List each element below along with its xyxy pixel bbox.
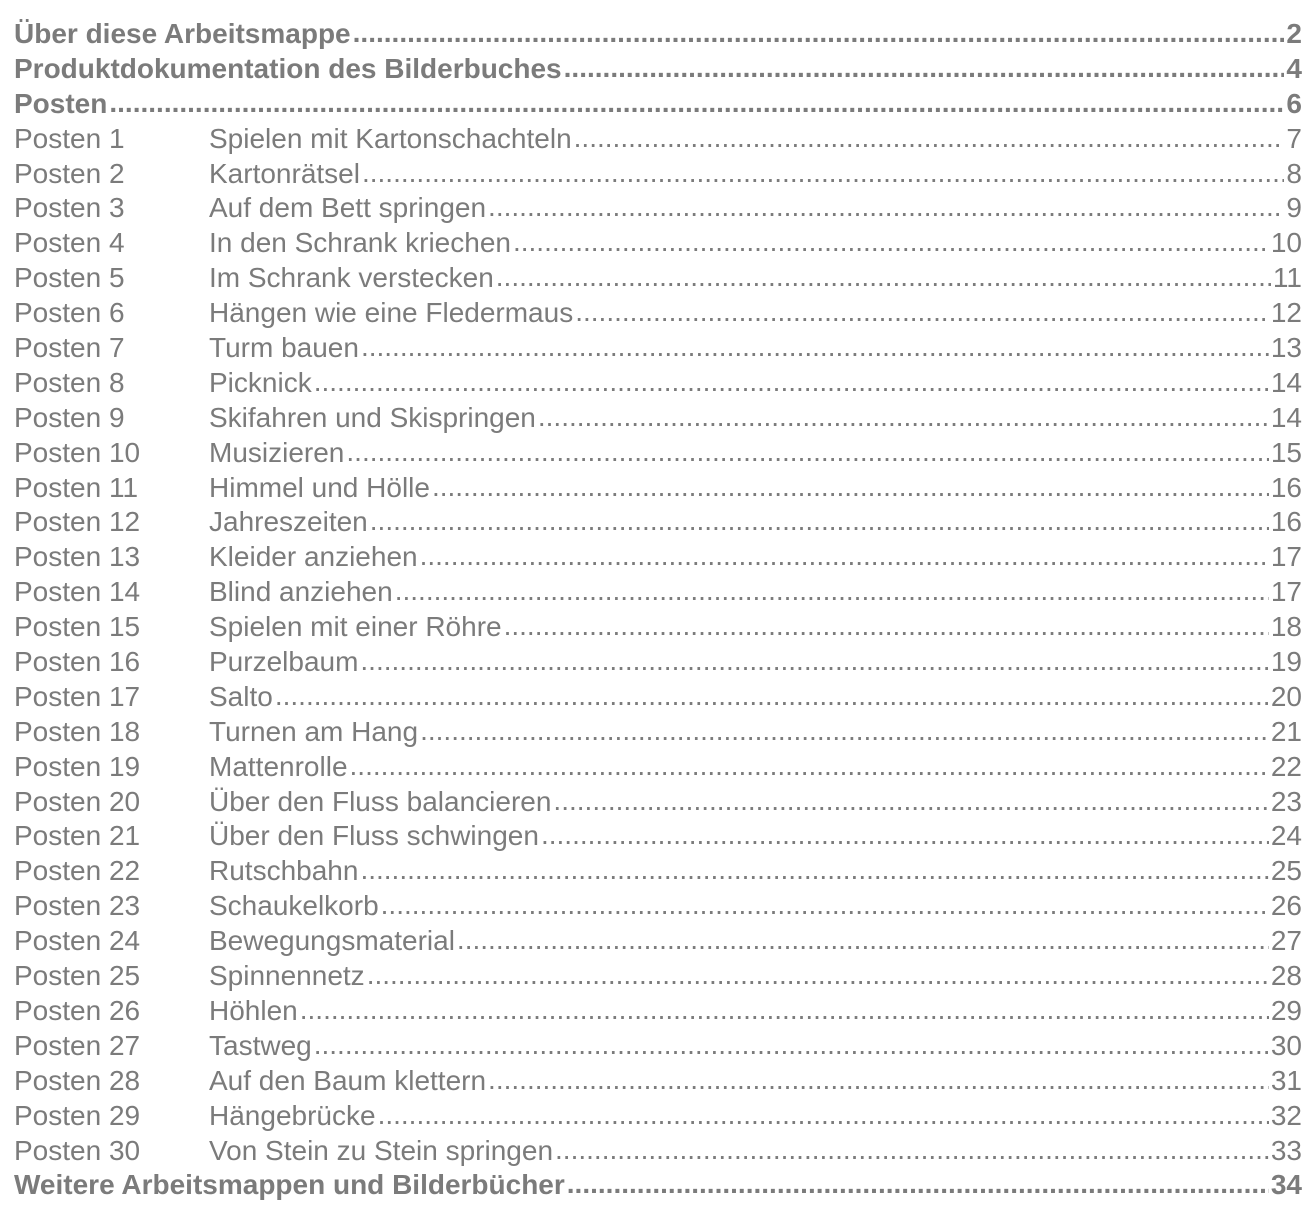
toc-posten-entry[interactable]: [14, 436, 1302, 471]
toc-entry-title: Salto: [209, 680, 273, 712]
toc-posten-number: Posten 24: [14, 925, 141, 957]
toc-posten-entry[interactable]: [14, 366, 1302, 401]
toc-page-number: 10: [1270, 227, 1302, 259]
toc-dot-leader: [360, 853, 1268, 888]
toc-dot-leader: [574, 121, 1285, 156]
toc-page-number: 19: [1270, 646, 1302, 678]
toc-main-sections: [14, 17, 1302, 122]
toc-posten-entry[interactable]: [14, 575, 1302, 610]
toc-posten-number: Posten 21: [14, 820, 141, 852]
toc-page-number: 11: [1272, 262, 1302, 294]
toc-entry-title: Musizieren: [209, 436, 345, 468]
toc-entry[interactable]: [14, 1168, 1302, 1203]
toc-posten-entry[interactable]: [14, 854, 1302, 889]
toc-dot-leader: [564, 51, 1285, 86]
toc-entry-title: Im Schrank verstecken: [209, 262, 494, 294]
toc-posten-number: Posten 4: [14, 227, 125, 259]
toc-page-number: 14: [1270, 401, 1302, 433]
toc-dot-leader: [420, 539, 1269, 574]
toc-posten-entry[interactable]: [14, 785, 1302, 820]
toc-page-number: 33: [1270, 1134, 1302, 1166]
toc-posten-entry[interactable]: [14, 401, 1302, 436]
toc-posten-entry[interactable]: [14, 471, 1302, 506]
toc-entry-title: Hängebrücke: [209, 1099, 376, 1131]
toc-page-number: 7: [1286, 122, 1302, 154]
toc-posten-number: Posten 8: [14, 366, 125, 398]
toc-page-number: 22: [1270, 750, 1302, 782]
toc-posten-entry[interactable]: [14, 715, 1302, 750]
toc-entry-title: Picknick: [209, 366, 312, 398]
toc-entry-title: In den Schrank kriechen: [209, 227, 511, 259]
toc-page-number: 13: [1270, 332, 1302, 364]
table-of-contents: [14, 17, 1302, 1203]
toc-dot-leader: [381, 888, 1269, 923]
toc-posten-entry[interactable]: [14, 122, 1302, 157]
toc-posten-number: Posten 6: [14, 297, 125, 329]
toc-posten-entry[interactable]: [14, 645, 1302, 680]
toc-page-number: 25: [1270, 855, 1302, 887]
toc-page-number: 28: [1270, 960, 1302, 992]
toc-closing-sections: [14, 1168, 1302, 1203]
toc-posten-entry[interactable]: [14, 819, 1302, 854]
toc-dot-leader: [395, 574, 1269, 609]
toc-entry-title: Spielen mit Kartonschachteln: [209, 122, 572, 154]
toc-posten-entry[interactable]: [14, 610, 1302, 645]
toc-page-number: 27: [1270, 925, 1302, 957]
toc-page-number: 32: [1270, 1099, 1302, 1131]
toc-entry[interactable]: [14, 17, 1302, 52]
toc-entry-title: Purzelbaum: [209, 646, 359, 678]
toc-dot-leader: [314, 365, 1269, 400]
toc-dot-leader: [432, 470, 1269, 505]
toc-posten-number: Posten 27: [14, 1029, 141, 1061]
toc-posten-number: Posten 22: [14, 855, 141, 887]
toc-entry-title: Tastweg: [209, 1029, 312, 1061]
toc-page-number: 4: [1286, 52, 1302, 84]
toc-posten-entry[interactable]: [14, 959, 1302, 994]
toc-page-number: 30: [1270, 1029, 1302, 1061]
toc-dot-leader: [350, 749, 1269, 784]
toc-page-number: 18: [1270, 611, 1302, 643]
toc-page-number: 2: [1286, 18, 1302, 49]
toc-entry-title: Kartonrätsel: [209, 157, 360, 189]
toc-page-number: 34: [1270, 1169, 1302, 1201]
toc-page-number: 15: [1270, 436, 1302, 468]
toc-entry-title: Schaukelkorb: [209, 890, 379, 922]
toc-posten-number: Posten 10: [14, 436, 141, 468]
toc-posten-number: Posten 9: [14, 401, 125, 433]
toc-entry-title: Produktdokumentation des Bilderbuches: [14, 52, 562, 84]
toc-posten-number: Posten 29: [14, 1099, 141, 1131]
toc-posten-number: Posten 3: [14, 192, 125, 224]
toc-dot-leader: [555, 1133, 1269, 1168]
toc-dot-leader: [488, 190, 1284, 225]
toc-entry-title: Auf den Baum klettern: [209, 1064, 487, 1096]
toc-posten-number: Posten 13: [14, 541, 141, 573]
toc-posten-entry[interactable]: [14, 1064, 1302, 1099]
toc-page-number: 16: [1270, 506, 1302, 538]
toc-posten-entry[interactable]: [14, 191, 1302, 226]
toc-dot-leader: [300, 993, 1269, 1028]
toc-dot-leader: [496, 260, 1271, 295]
toc-dot-leader: [504, 609, 1269, 644]
toc-dot-leader: [378, 1098, 1269, 1133]
toc-entry[interactable]: [14, 87, 1302, 122]
toc-posten-number: Posten 25: [14, 960, 141, 992]
toc-dot-leader: [314, 1028, 1269, 1063]
toc-posten-number: Posten 1: [14, 122, 125, 154]
toc-entry-title: Bewegungsmaterial: [209, 925, 455, 957]
toc-entry-title: Posten: [14, 87, 108, 119]
toc-dot-leader: [346, 435, 1268, 470]
toc-posten-entry[interactable]: [14, 750, 1302, 785]
toc-entry-title: Spielen mit einer Röhre: [209, 611, 502, 643]
toc-posten-number: Posten 11: [14, 471, 139, 503]
toc-posten-number: Posten 18: [14, 715, 141, 747]
toc-dot-leader: [353, 16, 1285, 51]
toc-entry-title: Auf dem Bett springen: [209, 192, 487, 224]
toc-page-number: 29: [1270, 994, 1302, 1026]
toc-dot-leader: [362, 156, 1284, 191]
toc-posten-number: Posten 16: [14, 646, 141, 678]
toc-posten-number: Posten 7: [14, 332, 125, 364]
toc-entry-title: Blind anziehen: [209, 576, 393, 608]
toc-dot-leader: [360, 644, 1268, 679]
toc-page-number: 16: [1270, 471, 1302, 503]
toc-page-number: 17: [1270, 541, 1302, 573]
toc-dot-leader: [541, 818, 1269, 853]
toc-dot-leader: [420, 714, 1269, 749]
toc-dot-leader: [361, 330, 1269, 365]
toc-posten-entry[interactable]: [14, 296, 1302, 331]
toc-posten-number: Posten 20: [14, 785, 141, 817]
toc-dot-leader: [367, 958, 1269, 993]
toc-posten-entry[interactable]: [14, 1134, 1302, 1169]
toc-page-number: 23: [1270, 785, 1302, 817]
toc-posten-entry[interactable]: [14, 505, 1302, 540]
toc-dot-leader: [275, 679, 1269, 714]
toc-page-number: 17: [1270, 576, 1302, 608]
toc-entry-title: Himmel und Hölle: [209, 471, 430, 503]
toc-dot-leader: [553, 784, 1268, 819]
toc-page-number: 8: [1286, 157, 1302, 189]
toc-entry-title: Über den Fluss schwingen: [209, 820, 539, 852]
toc-entry-title: Kleider anziehen: [209, 541, 418, 573]
toc-posten-number: Posten 30: [14, 1134, 141, 1166]
toc-entry-title: Hängen wie eine Fledermaus: [209, 297, 574, 329]
toc-page-number: 6: [1286, 87, 1302, 119]
toc-page-number: 26: [1270, 890, 1302, 922]
toc-dot-leader: [538, 400, 1269, 435]
toc-posten-list: [14, 122, 1302, 1169]
toc-page-number: 14: [1270, 366, 1302, 398]
toc-page-number: 21: [1270, 715, 1302, 747]
toc-posten-number: Posten 28: [14, 1064, 141, 1096]
toc-dot-leader: [488, 1063, 1269, 1098]
toc-posten-number: Posten 26: [14, 994, 141, 1026]
toc-entry-title: Spinnennetz: [209, 960, 365, 992]
toc-entry-title: Höhlen: [209, 994, 298, 1026]
toc-posten-entry[interactable]: [14, 261, 1302, 296]
toc-entry[interactable]: [14, 52, 1302, 87]
toc-posten-number: Posten 14: [14, 576, 141, 608]
toc-dot-leader: [513, 225, 1269, 260]
toc-page-number: 24: [1270, 820, 1302, 852]
toc-posten-entry[interactable]: [14, 680, 1302, 715]
toc-posten-number: Posten 15: [14, 611, 141, 643]
toc-posten-entry[interactable]: [14, 226, 1302, 261]
toc-entry-title: Über den Fluss balancieren: [209, 785, 552, 817]
toc-posten-entry[interactable]: [14, 994, 1302, 1029]
toc-entry-title: Skifahren und Skispringen: [209, 401, 536, 433]
toc-dot-leader: [575, 295, 1269, 330]
toc-posten-number: Posten 19: [14, 750, 141, 782]
toc-entry-title: Turnen am Hang: [209, 715, 419, 747]
toc-entry-title: Mattenrolle: [209, 750, 348, 782]
toc-posten-entry[interactable]: [14, 331, 1302, 366]
toc-page-number: 12: [1270, 297, 1302, 329]
toc-page-number: 9: [1286, 192, 1302, 224]
toc-posten-entry[interactable]: [14, 157, 1302, 192]
toc-dot-leader: [567, 1167, 1269, 1202]
toc-posten-entry[interactable]: [14, 924, 1302, 959]
toc-posten-entry[interactable]: [14, 540, 1302, 575]
toc-posten-number: Posten 17: [14, 680, 141, 712]
toc-entry-title: Über diese Arbeitsmappe: [14, 18, 351, 49]
toc-posten-entry[interactable]: [14, 889, 1302, 924]
toc-posten-number: Posten 12: [14, 506, 141, 538]
toc-posten-number: Posten 2: [14, 157, 125, 189]
toc-entry-title: Weitere Arbeitsmappen und Bilderbücher: [14, 1169, 565, 1201]
toc-entry-title: Turm bauen: [209, 332, 359, 364]
toc-posten-entry[interactable]: [14, 1099, 1302, 1134]
toc-entry-title: Von Stein zu Stein springen: [209, 1134, 554, 1166]
toc-entry-title: Rutschbahn: [209, 855, 359, 887]
toc-page-number: 31: [1270, 1064, 1302, 1096]
toc-posten-number: Posten 23: [14, 890, 141, 922]
toc-dot-leader: [370, 504, 1269, 539]
toc-dot-leader: [457, 923, 1269, 958]
toc-dot-leader: [109, 86, 1284, 121]
toc-posten-number: Posten 5: [14, 262, 125, 294]
toc-entry-title: Jahreszeiten: [209, 506, 368, 538]
toc-posten-entry[interactable]: [14, 1029, 1302, 1064]
toc-page-number: 20: [1270, 680, 1302, 712]
